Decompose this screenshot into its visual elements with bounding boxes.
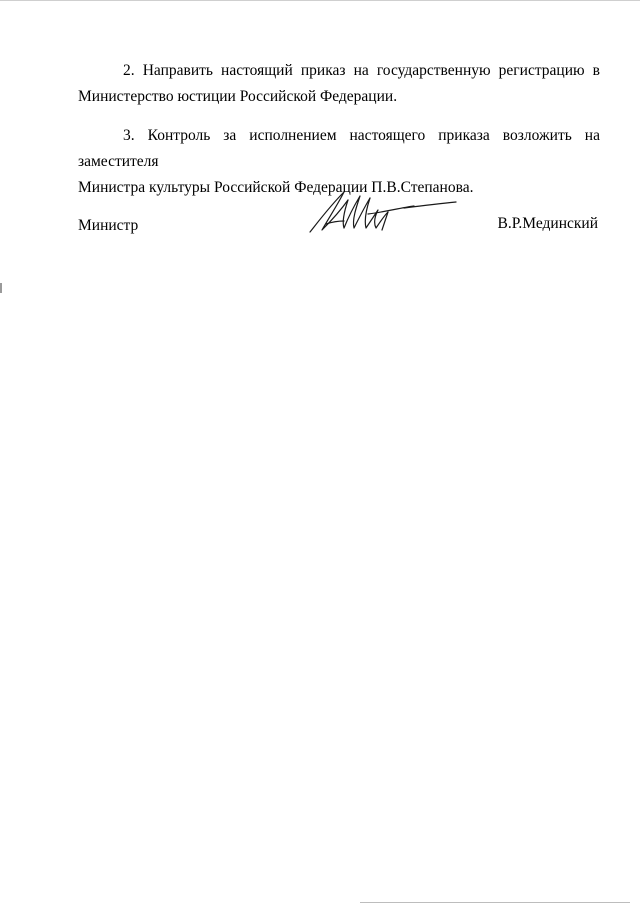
- scan-edge-bottom: [360, 902, 630, 903]
- signatory-title: Министр: [78, 217, 139, 234]
- signature-block: [78, 212, 600, 242]
- paragraph-line: Министерство юстиции Российской Федерации.: [78, 88, 398, 105]
- paragraph-line: 2. Направить настоящий приказ на государственную регистрацию в: [123, 62, 600, 79]
- paragraph-line: Министра культуры Российской Федерации П.В.Степанова.: [78, 179, 474, 196]
- paragraph-registration: [78, 58, 600, 110]
- scan-edge-top: [0, 0, 640, 1]
- handwritten-signature: [308, 188, 458, 238]
- paragraph-line: 3. Контроль за исполнением настоящего приказа возложить на заместителя: [78, 127, 600, 170]
- signatory-name: В.Р.Мединский: [497, 215, 598, 232]
- scan-edge-mark: [0, 283, 2, 293]
